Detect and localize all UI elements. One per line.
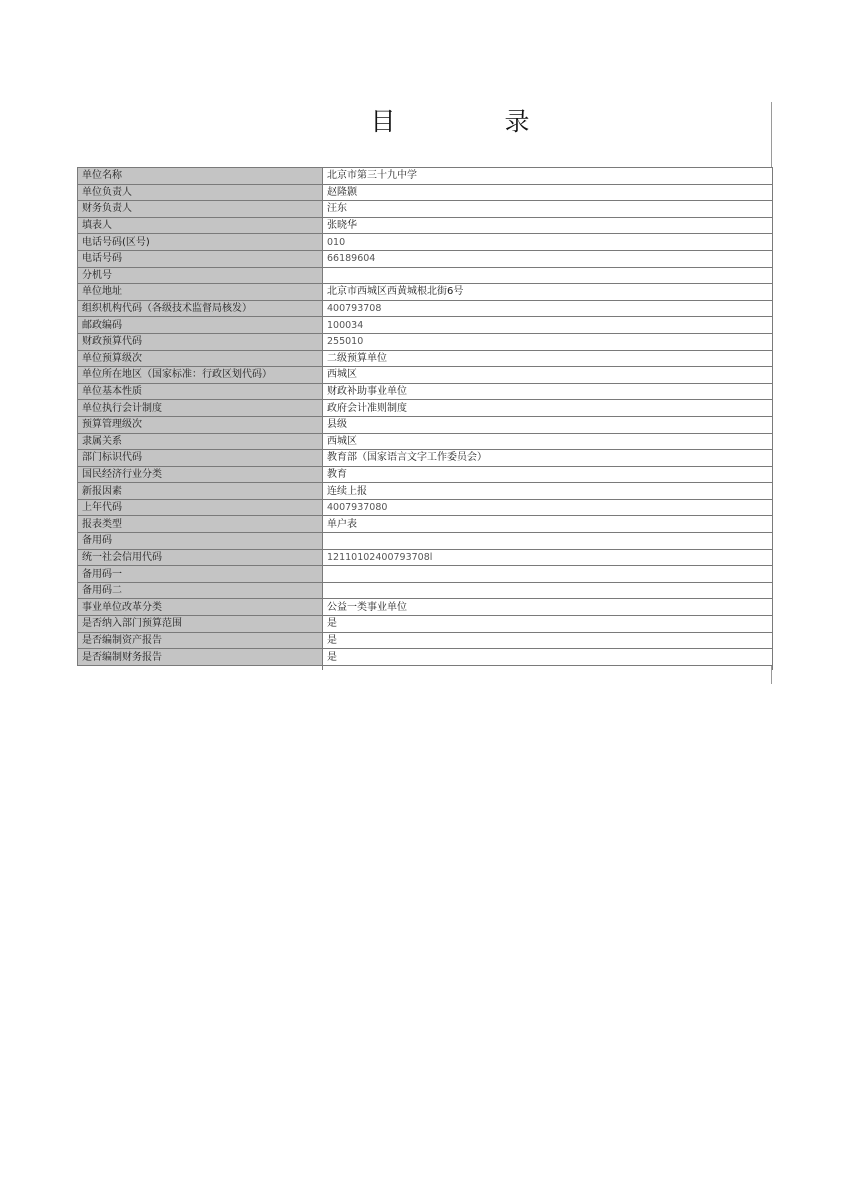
table-row [78, 383, 773, 400]
field-label: 填表人 [78, 217, 323, 234]
field-value [323, 533, 773, 550]
table-row [78, 350, 773, 367]
field-label: 财务负责人 [78, 201, 323, 218]
field-value: 赵隆颢 [323, 184, 773, 201]
field-label: 报表类型 [78, 516, 323, 533]
table-end-cell [78, 665, 323, 670]
field-value: 张晓华 [323, 217, 773, 234]
field-value: 县级 [323, 416, 773, 433]
table-row [78, 201, 773, 218]
table-row [78, 250, 773, 267]
field-value: 是 [323, 616, 773, 633]
field-value: 连续上报 [323, 483, 773, 500]
table-row [78, 450, 773, 467]
field-value: 北京市西城区西黄城根北街6号 [323, 284, 773, 301]
field-value: 是 [323, 632, 773, 649]
field-label: 电话号码(区号) [78, 234, 323, 251]
table-row [78, 433, 773, 450]
field-value: 单户表 [323, 516, 773, 533]
table-row [78, 217, 773, 234]
table-row [78, 400, 773, 417]
field-label: 单位地址 [78, 284, 323, 301]
unit-info-table [77, 167, 773, 670]
field-value: 汪东 [323, 201, 773, 218]
field-label: 是否编制财务报告 [78, 649, 323, 666]
table-row [78, 533, 773, 550]
field-value: 400793708 [323, 300, 773, 317]
field-value [323, 566, 773, 583]
field-label: 单位名称 [78, 168, 323, 185]
field-label: 事业单位改革分类 [78, 599, 323, 616]
table-row [78, 234, 773, 251]
table-row [78, 466, 773, 483]
field-label: 统一社会信用代码 [78, 549, 323, 566]
field-label: 上年代码 [78, 499, 323, 516]
field-label: 备用码一 [78, 566, 323, 583]
field-label: 单位负责人 [78, 184, 323, 201]
table-row [78, 416, 773, 433]
table-row [78, 649, 773, 666]
field-label: 财政预算代码 [78, 333, 323, 350]
table-row [78, 168, 773, 185]
table-row [78, 566, 773, 583]
table-row [78, 267, 773, 284]
field-value: 北京市第三十九中学 [323, 168, 773, 185]
field-value: 12110102400793708l [323, 549, 773, 566]
field-label: 备用码 [78, 533, 323, 550]
field-label: 是否纳入部门预算范围 [78, 616, 323, 633]
field-value: 财政补助事业单位 [323, 383, 773, 400]
field-label: 国民经济行业分类 [78, 466, 323, 483]
field-value: 010 [323, 234, 773, 251]
table-row [78, 317, 773, 334]
field-label: 隶属关系 [78, 433, 323, 450]
field-label: 部门标识代码 [78, 450, 323, 467]
table-end-row [78, 665, 773, 670]
table-row [78, 516, 773, 533]
field-label: 单位执行会计制度 [78, 400, 323, 417]
table-row [78, 632, 773, 649]
field-value: 4007937080 [323, 499, 773, 516]
table-row [78, 499, 773, 516]
field-label: 是否编制资产报告 [78, 632, 323, 649]
table-row [78, 300, 773, 317]
field-label: 单位所在地区（国家标准：行政区划代码） [78, 367, 323, 384]
table-row [78, 483, 773, 500]
field-label: 备用码二 [78, 582, 323, 599]
field-label: 分机号 [78, 267, 323, 284]
table-row [78, 616, 773, 633]
field-value: 政府会计准则制度 [323, 400, 773, 417]
field-label: 单位基本性质 [78, 383, 323, 400]
field-label: 预算管理级次 [78, 416, 323, 433]
field-value: 是 [323, 649, 773, 666]
field-value: 公益一类事业单位 [323, 599, 773, 616]
field-value: 西城区 [323, 433, 773, 450]
field-value: 教育 [323, 466, 773, 483]
page-title: 目 录 [370, 107, 572, 136]
field-value [323, 267, 773, 284]
table-row [78, 549, 773, 566]
field-label: 单位预算级次 [78, 350, 323, 367]
field-label: 组织机构代码（各级技术监督局核发） [78, 300, 323, 317]
field-value: 西城区 [323, 367, 773, 384]
field-value: 255010 [323, 333, 773, 350]
field-value: 二级预算单位 [323, 350, 773, 367]
field-value: 66189604 [323, 250, 773, 267]
table-row [78, 367, 773, 384]
table-row [78, 284, 773, 301]
table-end-cell [323, 665, 773, 670]
field-label: 邮政编码 [78, 317, 323, 334]
table-row [78, 184, 773, 201]
field-value: 教育部（国家语言文字工作委员会） [323, 450, 773, 467]
table-row [78, 582, 773, 599]
field-value [323, 582, 773, 599]
unit-info-table-body [78, 168, 773, 670]
field-value: 100034 [323, 317, 773, 334]
field-label: 新报因素 [78, 483, 323, 500]
table-row [78, 333, 773, 350]
field-label: 电话号码 [78, 250, 323, 267]
table-row [78, 599, 773, 616]
